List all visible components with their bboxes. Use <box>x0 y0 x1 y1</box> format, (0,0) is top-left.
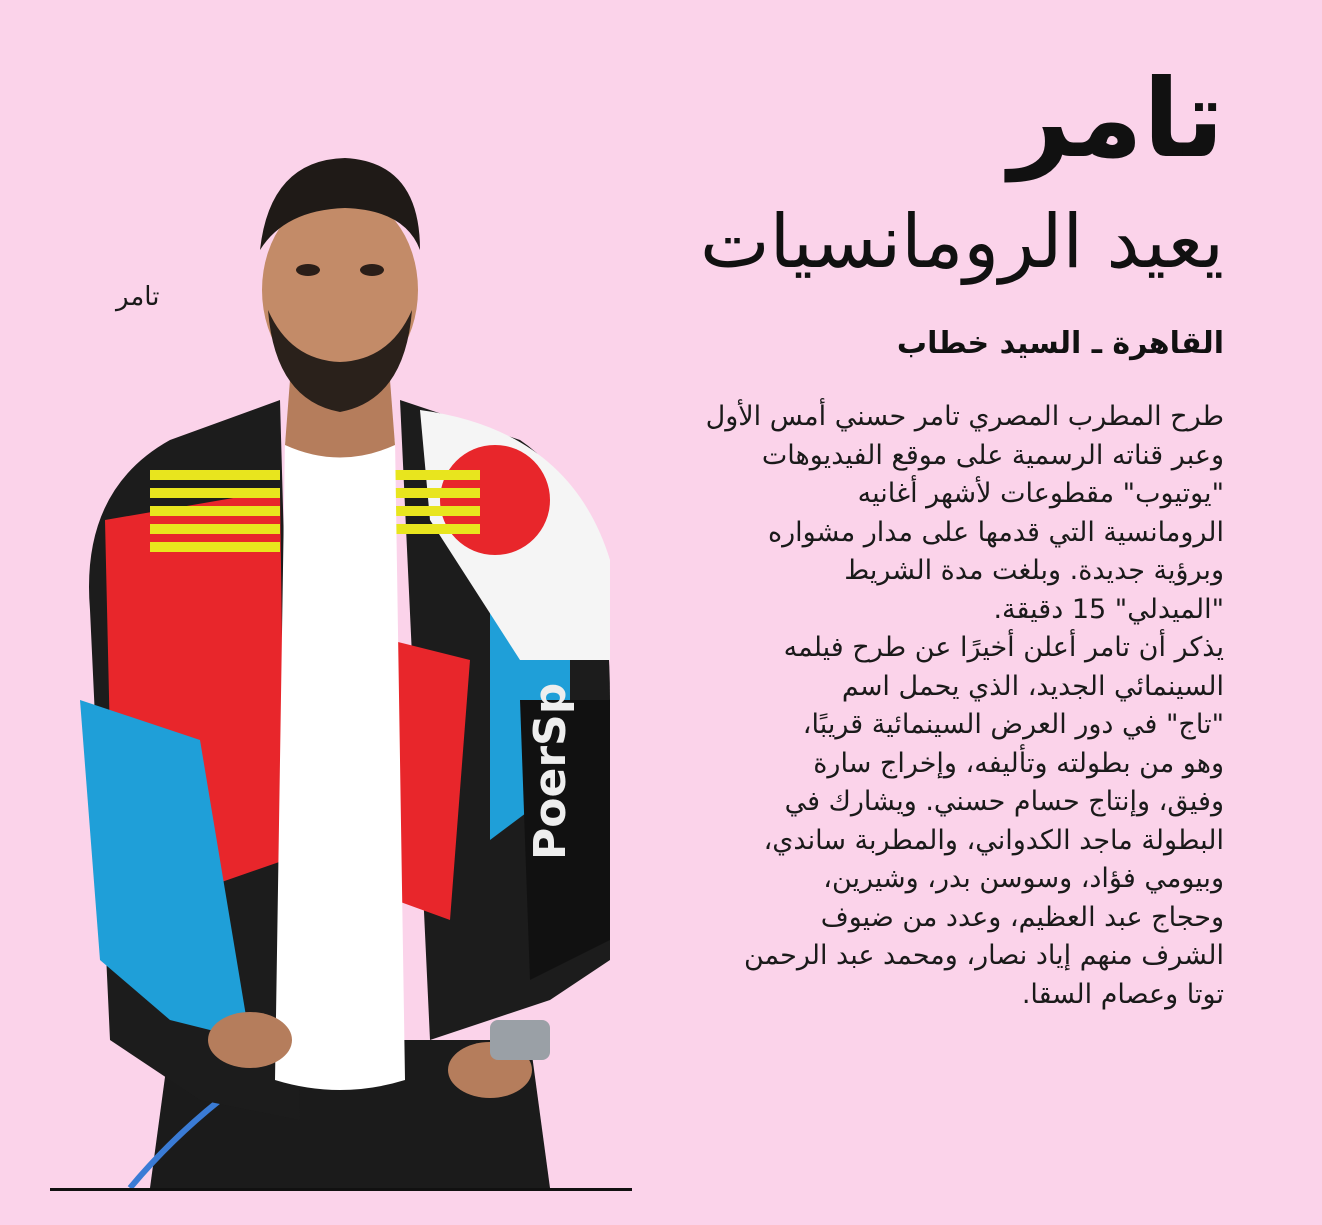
byline: القاهرة ـ السيد خطاب <box>896 326 1224 361</box>
photo-caption: تامر <box>116 282 160 312</box>
headline-subtitle: يعيد الرومانسيات <box>700 199 1224 285</box>
bottom-rule <box>50 1188 632 1191</box>
article-paragraph-2: يذكر أن تامر أعلن أخيرًا عن طرح فيلمه السينمائي الجديد، الذي يحمل اسم "تاج" في دور العرض السينمائية قريبًا، وهو من بطولته وتأليفه، وإخراج سارة وفيق، وإنتاج حسام حسني. ويشارك في البطولة ماجد الكدواني، والمطربة ساندي، وبيومي فؤاد، وسوسن بدر، وشيرين، وحجاج عبد العظيم، وعدد من ضيوف الشرف منهم إياد نصار، ومحمد عبد الرحمن توتا وعصام السقا. <box>743 632 1224 1010</box>
article-paragraph-1: طرح المطرب المصري تامر حسني أمس الأول وعبر قناته الرسمية على موقع الفيديوهات "يوتيوب" مقطوعات لأشهر أغانيه الرومانسية التي قدمها على مدار مشواره وبرؤية جديدة. وبلغت مدة الشريط "الميدلي" 15 دقيقة. <box>705 401 1224 625</box>
article-body <box>564 398 1224 1014</box>
jacket-print-text: PoerSp <box>525 682 576 860</box>
headline-main: تامر <box>1008 57 1224 182</box>
